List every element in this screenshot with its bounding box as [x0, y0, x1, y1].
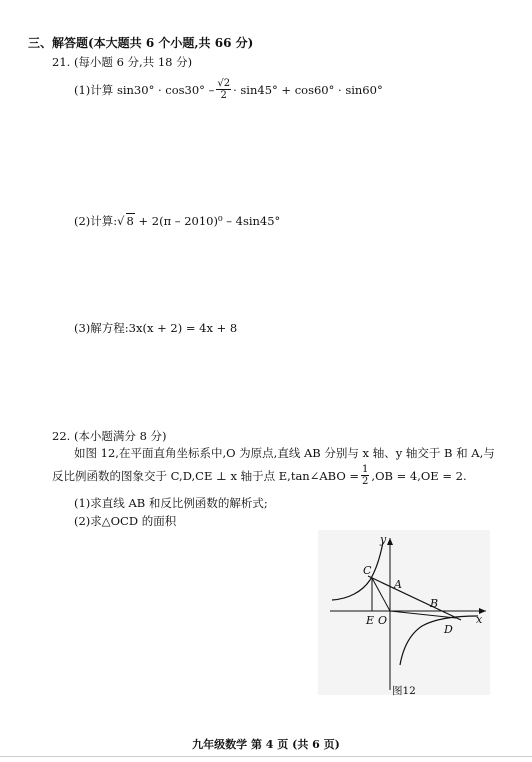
- question-22-sub-2: (2)求△OCD 的面积: [74, 514, 177, 528]
- sqrt-sign: √: [117, 214, 125, 228]
- segment-od: [390, 611, 456, 618]
- label-a: A: [394, 578, 402, 591]
- fraction-numerator: √2: [217, 78, 231, 89]
- segment-oc: [372, 578, 390, 611]
- label-b: B: [430, 597, 439, 610]
- line-2-suffix: ,OB = 4,OE = 2.: [371, 468, 467, 483]
- section-title: 三、解答题(本大题共 6 个小题,共 66 分): [28, 36, 254, 50]
- label-c: C: [363, 564, 372, 577]
- fraction-sqrt2-over-2: [216, 78, 231, 101]
- question-22-text-line-1: 如图 12,在平面直角坐标系中,O 为原点,直线 AB 分别与 x 轴、y 轴交于 B 和 A,与: [74, 446, 495, 460]
- part-2-prefix: (2)计算:: [74, 214, 118, 228]
- question-22-sub-1: (1)求直线 AB 和反比例函数的解析式;: [74, 496, 268, 510]
- fraction-denominator: 2: [220, 90, 227, 101]
- part-2-suffix: + 2(π – 2010)⁰ – 4sin45°: [134, 214, 281, 228]
- line-2-prefix: 反比例函数的图象交于 C,D,CE ⊥ x 轴于点 E,tan∠ABO =: [52, 468, 360, 483]
- part-1-prefix: (1)计算 sin30° · cos30° –: [74, 82, 215, 97]
- label-o: O: [378, 614, 388, 627]
- figure-12: [318, 530, 490, 695]
- bottom-rule: [0, 756, 532, 757]
- page-footer: 九年级数学 第 4 页 (共 6 页): [192, 738, 340, 751]
- fraction-numerator: 1: [362, 464, 369, 475]
- figure-caption: 图12: [392, 685, 416, 697]
- question-22-header: 22. (本小题满分 8 分): [52, 429, 167, 443]
- label-x: x: [476, 613, 483, 626]
- sqrt-radicand: 8: [126, 214, 134, 228]
- question-21-part-3: (3)解方程:3x(x + 2) = 4x + 8: [74, 321, 238, 335]
- part-1-suffix: · sin45° + cos60° · sin60°: [233, 82, 383, 97]
- coordinate-diagram: [318, 530, 490, 695]
- y-axis-arrow: [387, 538, 393, 545]
- label-e: E: [366, 614, 375, 627]
- question-21-part-1: [74, 78, 383, 101]
- hyperbola-upper-left: [332, 542, 383, 600]
- question-22-text-line-2: [52, 464, 467, 487]
- hyperbola-lower-right: [400, 616, 478, 665]
- question-21-header: 21. (每小题 6 分,共 18 分): [52, 55, 193, 69]
- fraction-denominator: 2: [362, 476, 369, 487]
- question-21-part-2: [74, 213, 280, 229]
- label-d: D: [444, 623, 453, 636]
- label-y: y: [380, 533, 387, 546]
- fraction-one-half: [361, 464, 369, 487]
